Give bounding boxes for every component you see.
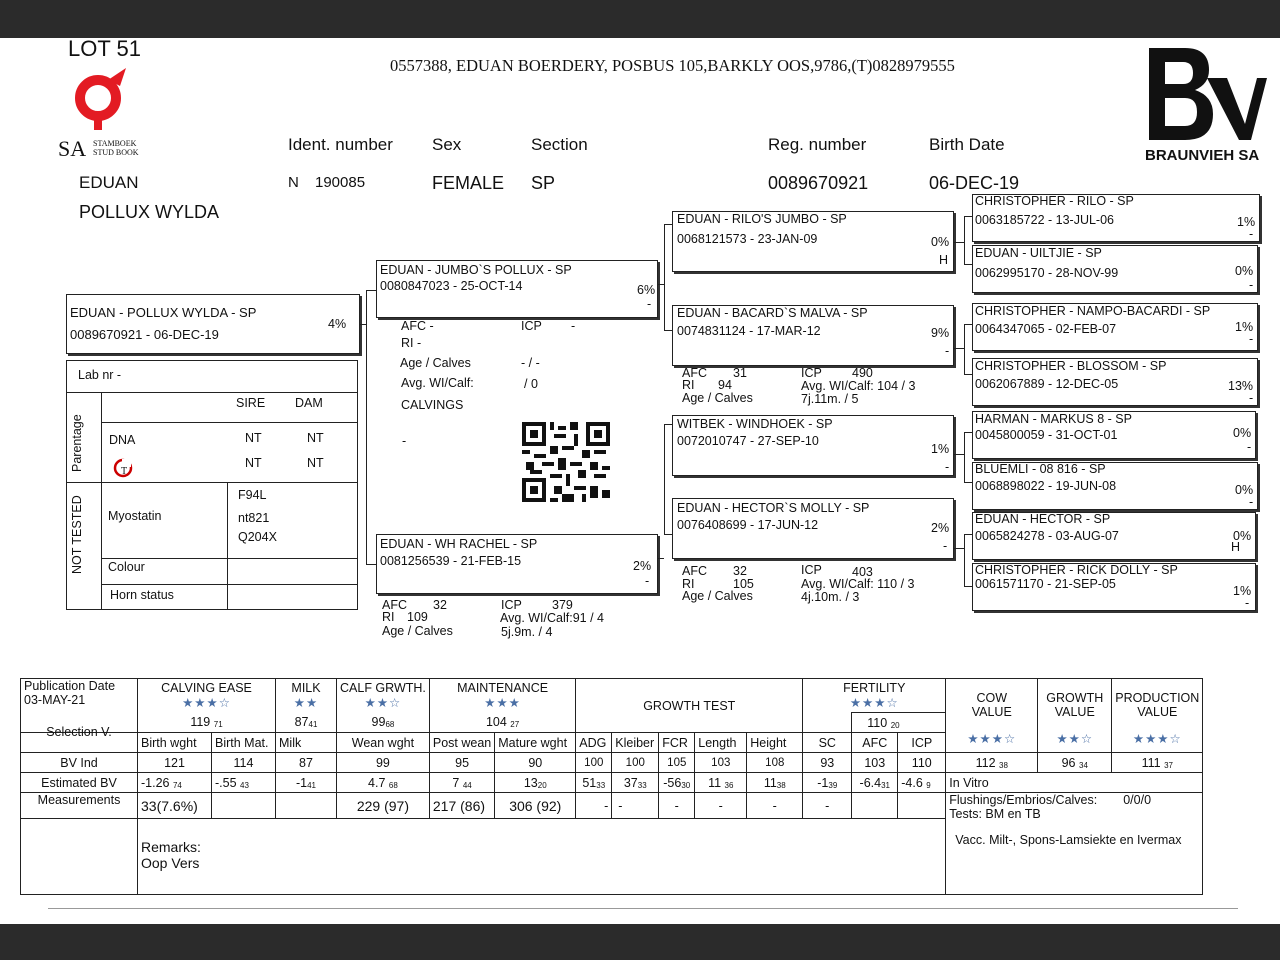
maintenance-header: MAINTENANCE ★★★ xyxy=(429,679,575,713)
notes-cell xyxy=(946,793,1203,895)
gp-box-sire-dam: EDUAN - BACARD`S MALVA - SP 0074831124 - 17-MAR-12 9% - xyxy=(672,305,954,366)
ggp-box-3: CHRISTOPHER - NAMPO-BACARDI - SP 0064347065 - 02-FEB-07 1% - xyxy=(972,303,1258,351)
sex-value: FEMALE xyxy=(432,173,505,193)
fertility-stars: ★★★☆ xyxy=(849,696,899,710)
publication-cell: Publication Date 03-MAY-21 xyxy=(21,679,138,733)
selection-calf-growth: $99_{68}$ xyxy=(337,713,430,733)
ggp-box-5: HARMAN - MARKUS 8 - SP 0045800059 - 31-OCT-01 0% - xyxy=(972,411,1256,459)
lot-number: LOT 51 xyxy=(68,36,141,61)
sire-col-label: SIRE xyxy=(236,396,266,410)
milk-header: MILK ★★ xyxy=(276,679,337,713)
section-label: Section xyxy=(531,135,588,154)
reg-number-label: Reg. number xyxy=(768,135,867,154)
estimated-bv-row: Estimated BV -1.26 $_{74}$ -.55 $_{43}$ $-1_{41}$ 4.7 $_{68}$ 7 $_{44}$ $13_{20}$ $51_{33}$ $37_{33}$ $-56_{30}$ 11 $_{36}$ $11_{38}$ $-1_{39}$ $-6.4_{31}$ -4.6 $_9$ In Vitro xyxy=(21,773,1203,793)
selection-calving: 119 $_{71}$ xyxy=(138,713,276,733)
not-tested-label: NOT TESTED xyxy=(70,495,84,574)
birth-date-label: Birth Date xyxy=(929,135,1005,154)
calving-ease-header: CALVING EASE ★★★☆ xyxy=(138,679,276,713)
selection-label: Selection V. xyxy=(21,733,138,753)
cow-value-header: COW VALUE ★★★☆ xyxy=(946,679,1038,753)
female-symbol-icon xyxy=(70,66,130,136)
lab-nr: Lab nr - xyxy=(78,368,122,382)
milk-stars: ★★ xyxy=(293,696,319,711)
gt-lab-icon xyxy=(113,457,135,479)
gp-box-dam-sire: WITBEK - WINDHOEK - SP 0072010747 - 27-SEP-10 1% - xyxy=(672,415,954,476)
animal-prefix: EDUAN xyxy=(79,173,139,192)
owner-address-line: 0557388, EDUAN BOERDERY, POSBUS 105,BARKLY OOS,9786,(T)0828979555 xyxy=(390,56,955,75)
sex-label: Sex xyxy=(432,135,462,154)
production-value-stars: ★★★☆ xyxy=(1132,732,1182,746)
myostatin-label: Myostatin xyxy=(108,509,162,523)
tests-text: Tests: BM en TB xyxy=(949,807,1041,821)
cow-value: 112 $_{38}$ xyxy=(946,753,1038,773)
ggp-box-4: CHRISTOPHER - BLOSSOM - SP 0062067889 - 12-DEC-05 13% - xyxy=(972,358,1258,406)
svg-text:T: T xyxy=(121,466,128,477)
growth-value-header: GROWTH VALUE ★★☆ xyxy=(1038,679,1112,753)
maintenance-stars: ★★★ xyxy=(484,696,521,711)
cow-value-stars: ★★★☆ xyxy=(967,732,1017,746)
selection-fertility: 110 $_{20}$ xyxy=(852,713,946,733)
ident-letter: N xyxy=(288,174,299,191)
bv-logo-icon xyxy=(1145,44,1267,144)
growth-value: 96 $_{34}$ xyxy=(1038,753,1112,773)
ggp-box-8: CHRISTOPHER - RICK DOLLY - SP 0061571170 - 21-SEP-05 1% - xyxy=(972,563,1256,611)
remarks-cell: Remarks: Oop Vers xyxy=(138,819,946,895)
flushings-value: 0/0/0 xyxy=(1123,793,1152,807)
selection-milk: $87_{41}$ xyxy=(276,713,337,733)
sire-box: EDUAN - JUMBO`S POLLUX - SP 0080847023 - 25-OCT-14 6% - xyxy=(376,260,658,318)
horn-status-label: Horn status xyxy=(110,588,174,602)
gp-box-sire-sire: EDUAN - RILO'S JUMBO - SP 0068121573 - 23-JAN-09 0% H xyxy=(672,211,954,272)
birth-date-value: 06-DEC-19 xyxy=(929,173,1020,193)
breeding-values-table: Publication Date 03-MAY-21 CALVING EASE ★★★☆ MILK ★★ CALF GRWTH. ★★☆ MAINTENANCE ★★★ GROWTH TEST FERTILITY ★★★☆ COW VALUE ★★★☆ GROWTH VALUE ★★☆ PRODUCTION VALUE ★★★☆ 119 $_{71}$ $87_{41}$ $99_{68}$ 104 $_{27}$ 110 $_{20}$ Selection V. Birth wght Birth Mat. Milk Wean wght Post wean Mature wght ADG Kleiber FCR Length Height SC AFC ICP BV Ind 121 114 87 99 95 90 100 100 105 103 108 93 103 110 112 $_{38}$ 96 $_{34}$ 111 $_{37}$ Estimated BV -1.26 $_{74}$ -.55 $_{43}$ $-1_{41}$ 4.7 $_{68}$ 7 $_{44}$ $13_{20}$ $51_{33}$ $37_{33}$ $-56_{30}$ 11 $_{36}$ $11_{38}$ $-1_{39}$ $-6.4_{31}$ -4.6 $_9$ In Vitro Measurements 33(7.6%) 229 (97) 217 (86) 306 (92) - - - - - - Flushings/Embrios/Calves: 0/0/0 Tests: BM en TB Vacc. Milt-, Spons-Lamsiekte en Ivermax Remarks: Oop Vers xyxy=(20,678,1203,895)
calf-growth-header: CALF GRWTH. ★★☆ xyxy=(337,679,430,713)
growth-value-stars: ★★☆ xyxy=(1056,732,1094,746)
colour-label: Colour xyxy=(108,560,145,574)
in-vitro: In Vitro xyxy=(946,773,1203,793)
bv-index-row: BV Ind 121 114 87 99 95 90 100 100 105 103 108 93 103 110 112 $_{38}$ 96 $_{34}$ 111 $_{37}$ xyxy=(21,753,1203,773)
fertility-header: FERTILITY ★★★☆ xyxy=(803,679,946,713)
selection-maintenance: 104 $_{27}$ xyxy=(429,713,575,733)
ggp-box-7: EDUAN - HECTOR - SP 0065824278 - 03-AUG-07 0% H xyxy=(972,512,1256,560)
ident-number-label: Ident. number xyxy=(288,135,393,154)
production-value: 111 $_{37}$ xyxy=(1112,753,1203,773)
dam-col-label: DAM xyxy=(295,396,323,410)
vaccination-text: Vacc. Milt-, Spons-Lamsiekte en Ivermax xyxy=(955,833,1182,847)
remarks-text: Oop Vers xyxy=(141,855,200,871)
section-value: SP xyxy=(531,173,556,193)
production-value-header: PRODUCTION VALUE ★★★☆ xyxy=(1112,679,1203,753)
calf-growth-stars: ★★☆ xyxy=(364,696,402,711)
calving-ease-stars: ★★★☆ xyxy=(182,696,231,711)
ggp-box-1: CHRISTOPHER - RILO - SP 0063185722 - 13-JUL-06 1% - xyxy=(972,194,1260,242)
dna-label: DNA xyxy=(109,433,136,447)
parentage-label: Parentage xyxy=(70,414,84,472)
ggp-box-2: EDUAN - UILTJIE - SP 0062995170 - 28-NOV-99 0% - xyxy=(972,245,1258,293)
gp-box-dam-dam: EDUAN - HECTOR`S MOLLY - SP 0076408699 - 17-JUN-12 2% - xyxy=(672,498,954,559)
reg-number-value: 0089670921 xyxy=(768,173,869,193)
growth-test-header: GROWTH TEST xyxy=(576,679,803,733)
measurements-row: Measurements 33(7.6%) 229 (97) 217 (86) 306 (92) - - - - - - Flushings/Embrios/Calves: 0/0/0 Tests: BM en TB Vacc. Milt-, Spons-Lamsiekte en Ivermax xyxy=(21,793,1203,819)
ggp-box-6: BLUEMLI - 08 816 - SP 0068898022 - 19-JUN-08 0% - xyxy=(972,462,1258,510)
flushings-label: Flushings/Embrios/Calves: xyxy=(949,793,1098,807)
subject-animal-box: EDUAN - POLLUX WYLDA - SP 0089670921 - 06-DEC-19 4% xyxy=(66,294,360,354)
animal-name: POLLUX WYLDA xyxy=(79,202,220,222)
qr-code[interactable] xyxy=(522,421,610,503)
pedigree-certificate: LOT 51 SA STAMBOEK STUD BOOK 0557388, EDUAN BOERDERY, POSBUS 105,BARKLY OOS,9786,(T)0828979555 BRAUNVIEH SA Ident. number Sex Section Reg. number Birth Date EDUAN POLLUX WYLDA N 190085 FEMALE SP 0089670921 06-DEC-19 EDUAN - POLLUX WYLDA - SP 0089670921 - 06-DEC-19 4% Lab nr - Parentage SIRE DAM DNA NT NT NT NT T NOT TESTED Myostatin F94L nt821 Q204X Colour Horn status EDUAN - JUMBO`S POLLUX - SP 0080847023 - 25-OCT-14 6% - AFC - ICP - RI - Age / Calves - / - Avg. WI/Calf: / 0 CALVINGS - EDUAN - WH RACHEL - SP 0081256539 - 21-FEB-15 2% - AFC 32 ICP 379 RI 109 Avg. WI/Calf:91 / 4 Age / Calves 5j.9m. / 4 EDUAN - RILO'S JUMBO - SP 0068121573 - 23-JAN-09 0% H EDUAN - BACARD`S MALVA - SP 0074831124 - 17-MAR-12 9% - AFC 31 ICP 490 RI 94 Avg. WI/Calf: 104 / 3 Age / Calves 7j.11m. / 5 WITBEK - WINDHOEK - SP 0072010747 - 27-SEP-10 1% - EDUAN - HECTOR`S MOLLY - SP 0076408699 - 17-JUN-12 2% - AFC 32 ICP 403 RI 105 Avg. WI/Calf: 110 / 3 Age / Calves 4j.10m. / 3 CHRISTOPHER - RILO - SP 0063185722 - 13-JUL-06 1% - EDUAN - UILTJIE - SP 0062995170 - 28-NOV-99 0% - CHRISTOPHER - NAMPO-BACARDI - SP 0064347065 - 02-FEB-07 1% - CHRISTOPHER - BLOSSOM - SP 0062067889 - 12-DEC-05 13% - HARMAN - MARKUS 8 - SP 0045800059 - 31-OCT-01 0% - BLUEMLI - 08 816 - SP 0068898022 - 19-JUN-08 0% - EDUAN - HECTOR - SP 0065824278 - 03-AUG-07 0% H CHRISTOPHER - RICK DOLLY - SP 0061571170 - 21-SEP-05 1% - Publication Date 03-MAY-21 CALVING EASE ★★★☆ MILK ★★ CALF GRWTH. ★★☆ MAINTENANCE ★★★ GROWTH TEST FERTILITY ★★★☆ COW VALUE ★★★☆ GROWTH VALUE ★★☆ PRODUCTION VALUE ★★★☆ 119 $_{71}$ $87_{41}$ $99_{68}$ 104 $_{27}$ 110 $_{20}$ Selection V. Birth wght Birth Mat. Milk Wean wght Post wean Mature wght ADG Kleiber FCR Length Height SC AFC ICP BV Ind 121 114 87 99 95 90 100 100 105 103 108 93 103 110 112 $_{38}$ 96 $_{34}$ 111 $_{37}$ Estimated BV -1.26 $_{74}$ -.55 $_{43}$ $-1_{41}$ 4.7 $_{68}$ 7 $_{44}$ $13_{20}$ $51_{33}$ $37_{33}$ $-56_{30}$ 11 $_{36}$ $11_{38}$ $-1_{39}$ $-6.4_{31}$ -4.6 $_9$ In Vitro Measurements 33(7.6%) 229 (97) 217 (86) 306 (92) - - - - - - Flushings/Embrios/Calves: 0/0/0 Tests: BM en TB Vacc. Milt-, Spons-Lamsiekte en Ivermax Remarks: Oop Vers xyxy=(0,38,1280,924)
dam-box: EDUAN - WH RACHEL - SP 0081256539 - 21-FEB-15 2% - xyxy=(376,534,658,594)
ident-number: 190085 xyxy=(315,174,366,191)
